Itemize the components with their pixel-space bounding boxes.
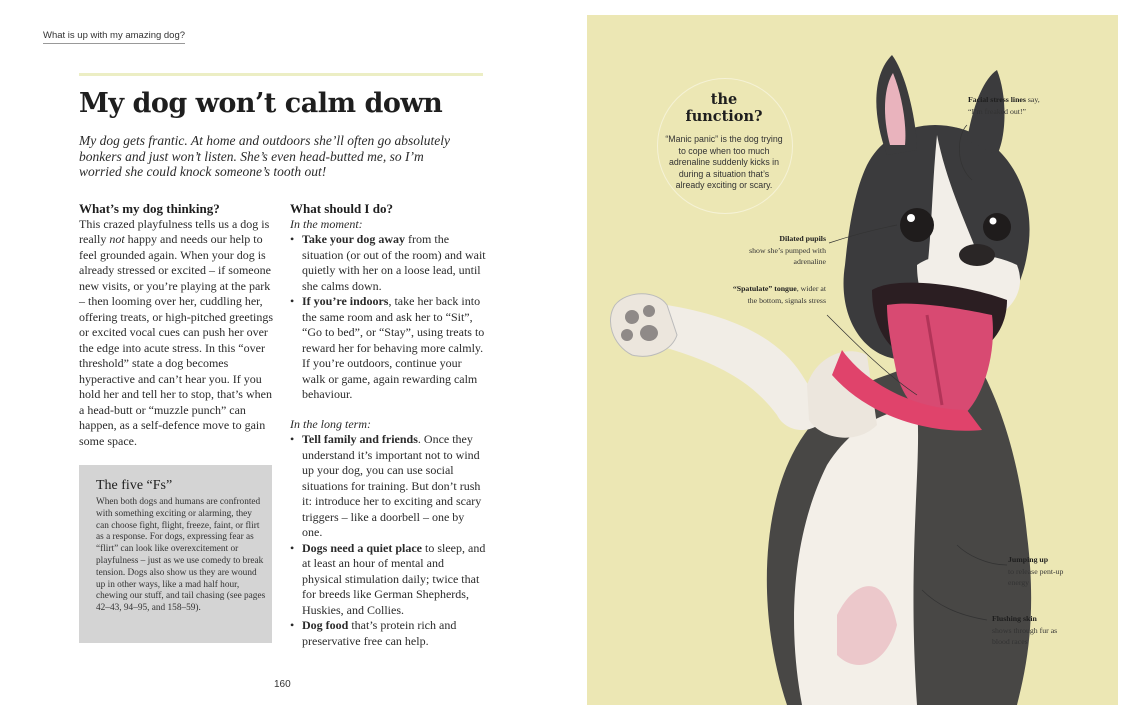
callout-flushing-skin: Flushing skin shows through fur as blood races xyxy=(992,614,1058,646)
list-item: • Dogs need a quiet place to sleep, and at least an hour of mental and physical stimulation daily; twice that for breeds like German Shepherds, Huskies, and Collies. xyxy=(290,541,486,619)
thinking-text: This crazed playfulness tells us a dog is really not happy and needs our help to feel grounded again. When your dog is already stressed or excited – if someone new visits, or you’re playing at the park – then looming over her, cuddling her, offering treats, or high-pitched greetings or excited vocal cues can push her over the edge into acute stress. In this “over threshold” state a dog becomes hyperactive and can’t hear you. If you hold her and tell her to stop, that’s when a head-butt or “muzzle punch” can happen, as a self-defence move to gain some space. xyxy=(79,216,274,448)
thinking-column xyxy=(79,201,277,449)
callout-dilated-pupils: Dilated pupils show she’s pumped with adrenaline xyxy=(749,234,826,266)
long-term-label: In the long term: xyxy=(290,416,371,431)
five-fs-title: The five “Fs” xyxy=(96,478,173,493)
advice-heading: What should I do? xyxy=(290,201,393,216)
moment-list xyxy=(290,232,486,403)
long-term-list xyxy=(290,432,486,649)
five-fs-sidebar xyxy=(79,465,272,643)
list-item: • Tell family and friends. Once they understand it’s important not to wind up your dog, you can use social situations for training. But don’t rush it: introduce her to exciting and scary triggers – like a doorbell – one by one. xyxy=(290,432,486,541)
function-text: “Manic panic” is the dog trying to cope when too much adrenaline suddenly kicks in during a situation that’s already exciting or scary. xyxy=(665,134,783,190)
callout-facial-stress: Facial stress lines say, “I’m freaked out!” xyxy=(968,95,1040,116)
list-item: • Take your dog away from the situation (or out of the room) and wait quietly with her on a loose lead, until she calms down. xyxy=(290,232,486,294)
advice-column xyxy=(290,201,486,649)
title-rule xyxy=(79,73,483,76)
callout-spatulate-tongue: “Spatulate” tongue, wider at the bottom, signals stress xyxy=(732,284,826,305)
intro-text: My dog gets frantic. At home and outdoors she’ll often go absolutely bonkers and just won’t listen. She’s even head-butted me, so I’m worried she could knock someone’s tooth out! xyxy=(79,133,450,179)
moment-label: In the moment: xyxy=(290,216,363,231)
page-number: 160 xyxy=(274,679,291,690)
five-fs-text: When both dogs and humans are confronted with something exciting or alarming, they can choose fight, flight, freeze, faint, or flirt as a response. For dogs, expressing fear as “flirt” can look like overexcitement or playfulness – just as we use comedy to break tension. Dogs also show us they are wound up in other ways, like a mad half hour, chewing our stuff, and tail chasing (see pages 42–43, 94–95, and 158–59). xyxy=(96,497,266,614)
running-head: What is up with my amazing dog? xyxy=(43,30,185,44)
not-emphasis: not xyxy=(109,232,125,246)
list-item: • If you’re indoors, take her back into the same room and ask her to “Sit”, “Go to bed”, or “Stay”, using treats to reward her for behaving more calmly. If you’re outdoors, continue your walk or game, again rewarding calm behaviour. xyxy=(290,294,486,403)
function-title: the function? xyxy=(685,91,763,125)
callout-jumping-up: Jumping up to release pent-up energy xyxy=(1008,555,1064,587)
thinking-heading: What’s my dog thinking? xyxy=(79,201,220,216)
page-title: My dog won’t calm down xyxy=(79,88,443,119)
list-item: • Dog food that’s protein rich and preservative free can help. xyxy=(290,618,486,649)
